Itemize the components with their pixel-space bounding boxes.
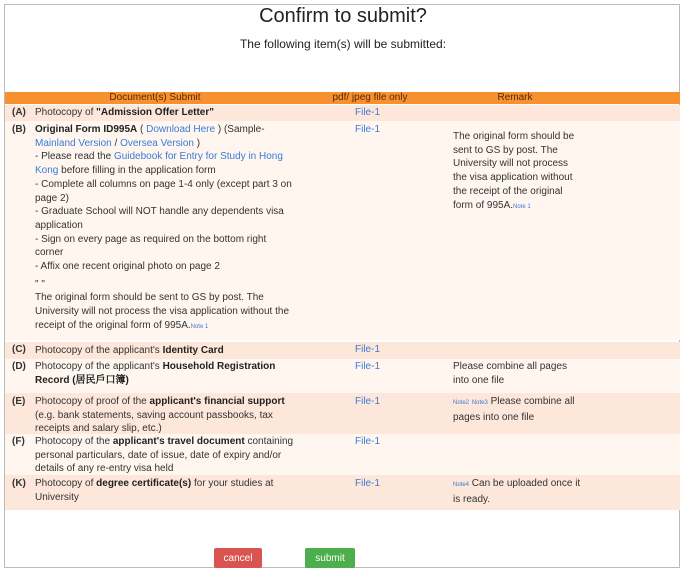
row-description: Original Form ID995A ( Download Here ) (Sample-Mainland Version / Oversea Version ) - Please read the Guidebook for Entry for Study in Hong Kong before filling in the application form - Complete all columns on page 1-4 only (except part 3 on page 2) - Graduate School will NOT handle any dependents visa application - Sign on every page as required on the bottom right corner - Affix one recent original photo on page 2 " " The original form should be sent to GS by post. The University will not process the visa application without the receipt of the original form of 995A.Note 1 <box>35 124 292 331</box>
row-remark: Please combine all pages into one file <box>453 361 567 386</box>
row-label: (E) <box>12 396 26 407</box>
file-link-e[interactable]: File-1 <box>355 396 381 407</box>
row-remark: The original form should be sent to GS by post. The University will not process the visa application without the receipt of the original form of 995A.Note 1 <box>453 131 575 211</box>
download-link[interactable]: Download Here <box>146 124 216 135</box>
row-label: (B) <box>12 124 26 135</box>
row-label: (C) <box>12 344 26 355</box>
row-remark: Note4 Can be uploaded once it is ready. <box>453 478 581 505</box>
mainland-version-link[interactable]: Mainland Version <box>35 137 112 149</box>
file-link-c[interactable]: File-1 <box>355 344 381 355</box>
cancel-button[interactable]: cancel <box>214 548 262 568</box>
file-link-f[interactable]: File-1 <box>355 436 381 447</box>
row-label: (F) <box>12 436 25 447</box>
file-link-b[interactable]: File-1 <box>355 124 381 135</box>
table-row-k <box>5 475 680 510</box>
row-description: Photocopy of "Admission Offer Letter" <box>35 107 214 118</box>
guidebook-link[interactable]: Guidebook for Entry for Study in Hong Kong <box>35 151 283 177</box>
note-3-link[interactable]: Note3 <box>471 400 488 406</box>
row-label: (D) <box>12 361 26 372</box>
file-link-k[interactable]: File-1 <box>355 478 381 489</box>
note-2-link[interactable]: Note2 <box>453 400 470 406</box>
dialog-title: Confirm to submit? <box>259 5 427 27</box>
row-description: Photocopy of the applicant's travel document containing personal particulars, date of issue, date of expiry and/or details of any re-entry visa held <box>35 436 294 475</box>
file-link-d[interactable]: File-1 <box>355 361 381 372</box>
header-documents: Document(s) Submit <box>109 92 201 103</box>
header-file-type: pdf/ jpeg file only <box>332 92 408 103</box>
row-label: (A) <box>12 107 26 118</box>
table-row-b <box>5 121 680 340</box>
table-row-c <box>5 342 680 359</box>
row-description: Photocopy of proof of the applicant's financial support (e.g. bank statements, saving account passbooks, tax receipts and salary slip, etc.) <box>35 396 285 435</box>
table-row-f <box>5 434 680 475</box>
row-label: (K) <box>12 478 26 489</box>
row-description: Photocopy of degree certificate(s) for your studies at University <box>35 478 274 503</box>
row-description: Photocopy of the applicant's Identity Card <box>35 345 224 356</box>
file-link-a[interactable]: File-1 <box>355 107 381 118</box>
note-1-link[interactable]: Note 1 <box>513 203 531 210</box>
table-row-a <box>5 105 680 121</box>
table-row-d <box>5 359 680 393</box>
row-description: Photocopy of the applicant's Household Registration Record (居民戶口簿) <box>35 361 276 386</box>
table-row-e <box>5 393 680 434</box>
table-header <box>5 92 680 104</box>
row-remark: Note2 Note3 Please combine all pages into one file <box>453 396 575 423</box>
submit-button[interactable]: submit <box>305 548 355 568</box>
note-1-link[interactable]: Note 1 <box>190 323 209 330</box>
header-remark: Remark <box>497 92 533 103</box>
note-4-link[interactable]: Note4 <box>453 482 470 488</box>
oversea-version-link[interactable]: Oversea Version <box>120 137 194 149</box>
dialog-subtitle: The following item(s) will be submitted: <box>239 37 447 51</box>
